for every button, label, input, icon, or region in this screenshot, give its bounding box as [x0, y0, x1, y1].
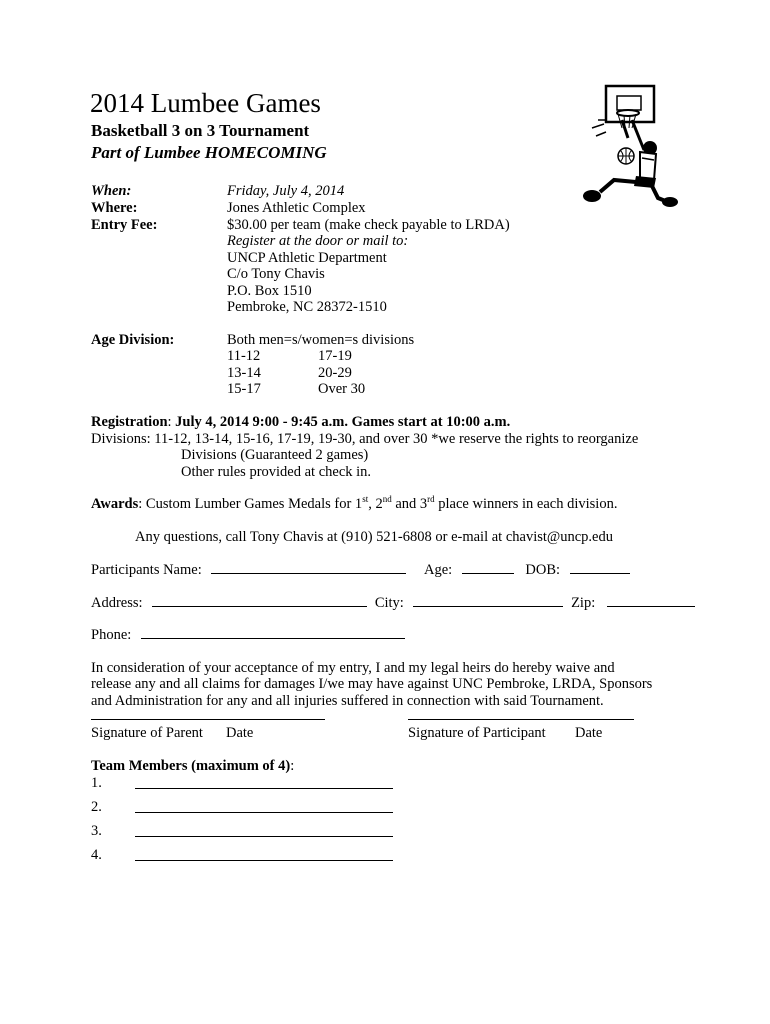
registration-value: July 4, 2014 9:00 - 9:45 a.m. Games start at 10:00 a.m. [175, 414, 511, 430]
where-label: Where: [91, 200, 138, 216]
address-label: Address: [91, 595, 143, 611]
city-field[interactable] [413, 606, 563, 607]
city-label: City: [374, 595, 404, 611]
age-range: 20-29 [318, 365, 352, 381]
age-range: 17-19 [318, 348, 352, 364]
team-member-number: 4. [91, 847, 102, 863]
contact-info: Any questions, call Tony Chavis at (910) 521-6808 or e-mail at chavist@uncp.edu [135, 529, 613, 545]
participant-date-label: Date [575, 725, 603, 741]
guaranteed-games: Divisions (Guaranteed 2 games) [181, 447, 369, 463]
phone-row [91, 627, 405, 644]
address-line: P.O. Box 1510 [227, 283, 312, 299]
age-range: 11-12 [227, 348, 261, 364]
team-member-field[interactable] [135, 860, 393, 861]
team-member-field[interactable] [135, 836, 393, 837]
waiver-line: In consideration of your acceptance of my entry, I and my legal heirs do hereby waive and [91, 660, 615, 676]
team-member-field[interactable] [135, 788, 393, 789]
awards-line [91, 496, 617, 513]
waiver-line: release any and all claims for damages I/we may have against UNC Pembroke, LRDA, Sponsors [91, 676, 653, 692]
team-member-number: 3. [91, 823, 102, 839]
address-line: C/o Tony Chavis [227, 266, 325, 282]
team-member-number: 2. [91, 799, 102, 815]
page-title: 2014 Lumbee Games [90, 88, 321, 118]
ordinal-suffix: st [362, 494, 369, 504]
address-row [91, 595, 695, 612]
team-member-number: 1. [91, 775, 102, 791]
participants-name-field[interactable] [211, 573, 406, 574]
team-heading-colon: : [290, 758, 295, 774]
parent-date-label: Date [226, 725, 254, 741]
team-heading [91, 758, 294, 775]
participant-signature-line[interactable] [408, 719, 634, 720]
waiver-line: and Administration for any and all injuries suffered in connection with said Tournament. [91, 693, 604, 709]
subtitle: Basketball 3 on 3 Tournament [91, 121, 310, 140]
age-label: Age: [423, 562, 453, 578]
divisions-line: Divisions: 11-12, 13-14, 15-16, 17-19, 19-30, and over 30 *we reserve the rights to reorganize [91, 431, 639, 447]
awards-label: Awards [91, 496, 139, 512]
team-heading-text: Team Members (maximum of 4) [91, 758, 291, 774]
team-member-field[interactable] [135, 812, 393, 813]
entry-fee-label: Entry Fee: [91, 217, 158, 233]
age-range: 13-14 [227, 365, 261, 381]
participants-name-label: Participants Name: [91, 562, 202, 578]
when-value: Friday, July 4, 2014 [227, 183, 345, 199]
other-rules: Other rules provided at check in. [181, 464, 372, 480]
tagline: Part of Lumbee HOMECOMING [91, 143, 327, 162]
registration-label: Registration [91, 414, 168, 430]
zip-label: Zip: [571, 595, 596, 611]
age-range: Over 30 [318, 381, 366, 397]
registration-line: Registration: July 4, 2014 9:00 - 9:45 a.m. Games start at 10:00 a.m. [91, 414, 511, 430]
basketball-dunk-icon [570, 80, 680, 210]
phone-field[interactable] [141, 638, 405, 639]
phone-label: Phone: [91, 627, 132, 643]
address-line: Pembroke, NC 28372-1510 [227, 299, 387, 315]
dob-label: DOB: [525, 562, 561, 578]
awards-text: place winners in each division. [434, 496, 618, 512]
awards-text: : Custom Lumber Games Medals for 1 [138, 496, 363, 512]
where-value: Jones Athletic Complex [227, 200, 366, 216]
entry-fee-value: $30.00 per team (make check payable to LRDA) [227, 217, 510, 233]
when-label: When: [91, 183, 132, 199]
address-field[interactable] [152, 606, 367, 607]
zip-field[interactable] [607, 606, 695, 607]
participant-row [91, 562, 630, 579]
ordinal-suffix: nd [382, 494, 392, 504]
age-range: 15-17 [227, 381, 261, 397]
parent-signature-label: Signature of Parent [91, 725, 203, 741]
register-note: Register at the door or mail to: [227, 233, 409, 249]
age-division-intro: Both men=s/women=s divisions [227, 332, 415, 348]
address-line: UNCP Athletic Department [227, 250, 387, 266]
age-division-label: Age Division: [91, 332, 175, 348]
ordinal-suffix: rd [427, 494, 435, 504]
awards-text: and 3 [391, 496, 428, 512]
parent-signature-line[interactable] [91, 719, 325, 720]
participant-signature-label: Signature of Participant [408, 725, 546, 741]
dob-field[interactable] [570, 573, 630, 574]
age-field[interactable] [462, 573, 514, 574]
awards-text: , 2 [368, 496, 383, 512]
